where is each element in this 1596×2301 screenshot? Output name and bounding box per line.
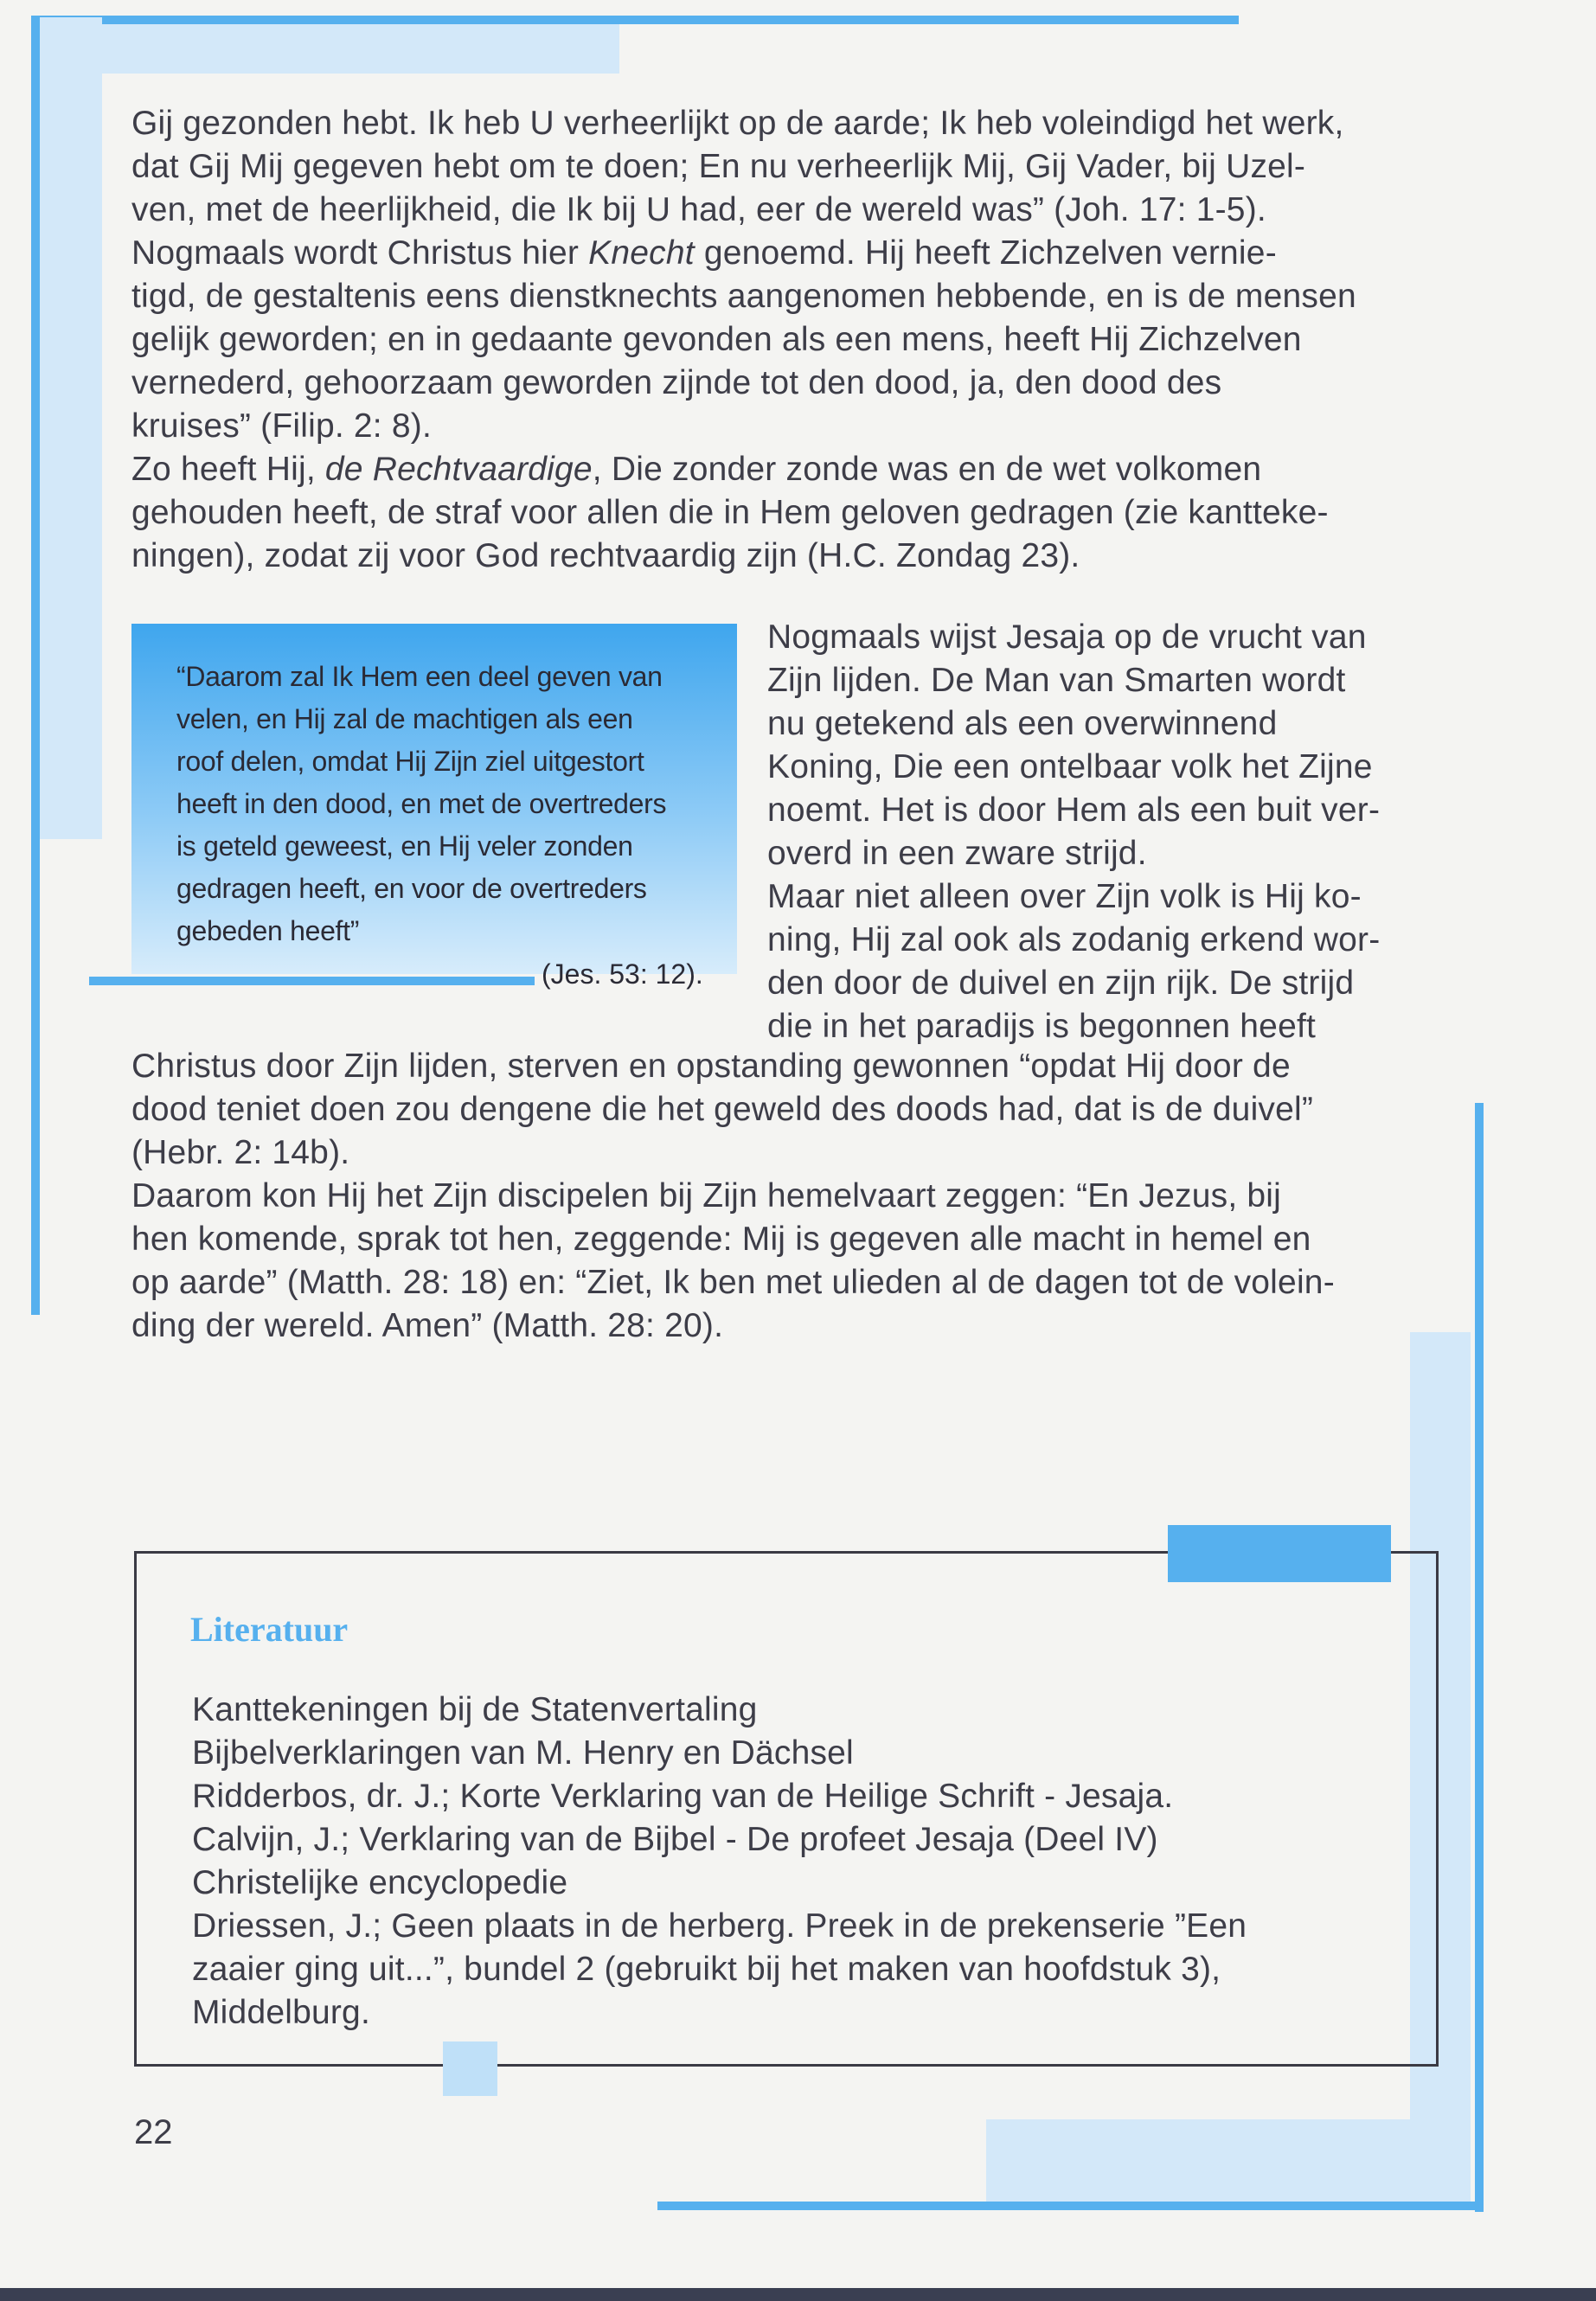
text-line: ding der wereld. Amen” (Matth. 28: 20). <box>131 1307 724 1344</box>
right-border-line <box>1475 1103 1484 2212</box>
text-line: Daarom kon Hij het Zijn discipelen bij Zijn hemelvaart zeggen: “En Jezus, bij <box>131 1177 1282 1215</box>
literature-box-tab-top <box>1168 1525 1391 1582</box>
text-line: overd in een zware strijd. <box>767 835 1147 872</box>
text-line: dood teniet doen zou dengene die het geweld des doods had, dat is de duivel” <box>131 1091 1314 1128</box>
text-line: Nogmaals wordt Christus hier Knecht genoemd. Hij heeft Zichzelven vernie- <box>131 234 1277 272</box>
quote-line: gedragen heeft, en voor de overtreders <box>176 873 647 904</box>
literature-item: Middelburg. <box>192 1994 370 2031</box>
text-line: Nogmaals wijst Jesaja op de vrucht van <box>767 619 1367 656</box>
text-line: vernederd, gehoorzaam geworden zijnde tot den dood, ja, den dood des <box>131 364 1222 401</box>
quote-line: roof delen, omdat Hij Zijn ziel uitgestort <box>176 746 644 777</box>
text-line: den door de duivel en zijn rijk. De strijd <box>767 965 1355 1002</box>
quote-text <box>176 656 666 952</box>
text-line: kruises” (Filip. 2: 8). <box>131 407 432 445</box>
text-line: ningen), zodat zij voor God rechtvaardig zijn (H.C. Zondag 23). <box>131 537 1080 574</box>
emphasis-knecht: Knecht <box>588 234 695 272</box>
text-line: dat Gij Mij gegeven hebt om te doen; En nu verheerlijk Mij, Gij Vader, bij Uzel- <box>131 148 1306 185</box>
text-line: Maar niet alleen over Zijn volk is Hij ko- <box>767 878 1362 915</box>
text-line: gehouden heeft, de straf voor allen die in Hem geloven gedragen (zie kantteke- <box>131 494 1329 531</box>
literature-item: Driessen, J.; Geen plaats in de herberg. Preek in de prekenserie ”Een <box>192 1907 1247 1945</box>
bottom-border-line <box>657 2202 1484 2210</box>
bottom-edge-strip <box>0 2288 1596 2301</box>
text-line: (Hebr. 2: 14b). <box>131 1134 350 1171</box>
quote-line: gebeden heeft” <box>176 915 360 946</box>
literature-item: Calvijn, J.; Verklaring van de Bijbel - De profeet Jesaja (Deel IV) <box>192 1821 1158 1858</box>
body-text-right <box>767 616 1380 1048</box>
literature-item: Christelijke encyclopedie <box>192 1864 568 1901</box>
quote-reference: (Jes. 53: 12). <box>542 958 703 990</box>
text-line: Koning, Die een ontelbaar volk het Zijne <box>767 748 1373 785</box>
text-line: ven, met de heerlijkheid, die Ik bij U had, eer de wereld was” (Joh. 17: 1-5). <box>131 191 1266 228</box>
text-line: Christus door Zijn lijden, sterven en opstanding gewonnen “opdat Hij door de <box>131 1048 1291 1085</box>
quote-line: heeft in den dood, en met de overtreders <box>176 788 667 819</box>
text-line: die in het paradijs is begonnen heeft <box>767 1008 1317 1045</box>
quote-line: is geteld geweest, en Hij veler zonden <box>176 830 633 862</box>
bottom-light-band <box>986 2119 1471 2202</box>
literature-item: Bijbelverklaringen van M. Henry en Dächsel <box>192 1734 854 1772</box>
quote-line: “Daarom zal Ik Hem een deel geven van <box>176 661 663 692</box>
literature-title: Literatuur <box>190 1610 349 1649</box>
literature-item: Ridderbos, dr. J.; Korte Verklaring van de Heilige Schrift - Jesaja. <box>192 1778 1174 1815</box>
text-line: ning, Hij zal ook als zodanig erkend wor- <box>767 921 1381 958</box>
text-line: hen komende, sprak tot hen, zeggende: Mij is gegeven alle macht in hemel en <box>131 1221 1311 1258</box>
text-line: Gij gezonden hebt. Ik heb U verheerlijkt op de aarde; Ik heb voleindigd het werk, <box>131 105 1344 142</box>
text-line: tigd, de gestaltenis eens dienstknechts aangenomen hebbende, en is de mensen <box>131 278 1356 315</box>
body-text-bottom <box>131 1045 1335 1348</box>
emphasis-rechtvaardige: de Rechtvaardige <box>324 451 593 488</box>
text-line: op aarde” (Matth. 28: 18) en: “Ziet, Ik ben met ulieden al de dagen tot de volein- <box>131 1264 1335 1301</box>
text-line: noemt. Het is door Hem als een buit ver- <box>767 792 1381 829</box>
quote-underline <box>89 977 535 985</box>
literature-list <box>192 1689 1247 2035</box>
literature-item: zaaier ging uit...”, bundel 2 (gebruikt bij het maken van hoofdstuk 3), <box>192 1951 1221 1988</box>
top-light-band <box>31 17 619 74</box>
body-text-top <box>131 102 1356 578</box>
page-number: 22 <box>134 2113 173 2151</box>
left-border-line <box>31 16 40 1315</box>
text-line: nu getekend als een overwinnend <box>767 705 1278 742</box>
left-light-band <box>31 17 102 839</box>
top-border-line <box>31 16 1239 24</box>
text-line: gelijk geworden; en in gedaante gevonden als een mens, heeft Hij Zichzelven <box>131 321 1302 358</box>
quote-line: velen, en Hij zal de machtigen als een <box>176 703 633 734</box>
literature-item: Kanttekeningen bij de Statenvertaling <box>192 1691 758 1728</box>
literature-box-tab-bottom <box>443 2041 497 2096</box>
text-line: Zijn lijden. De Man van Smarten wordt <box>767 662 1346 699</box>
text-line: Zo heeft Hij, de Rechtvaardige, Die zonder zonde was en de wet volkomen <box>131 451 1262 488</box>
